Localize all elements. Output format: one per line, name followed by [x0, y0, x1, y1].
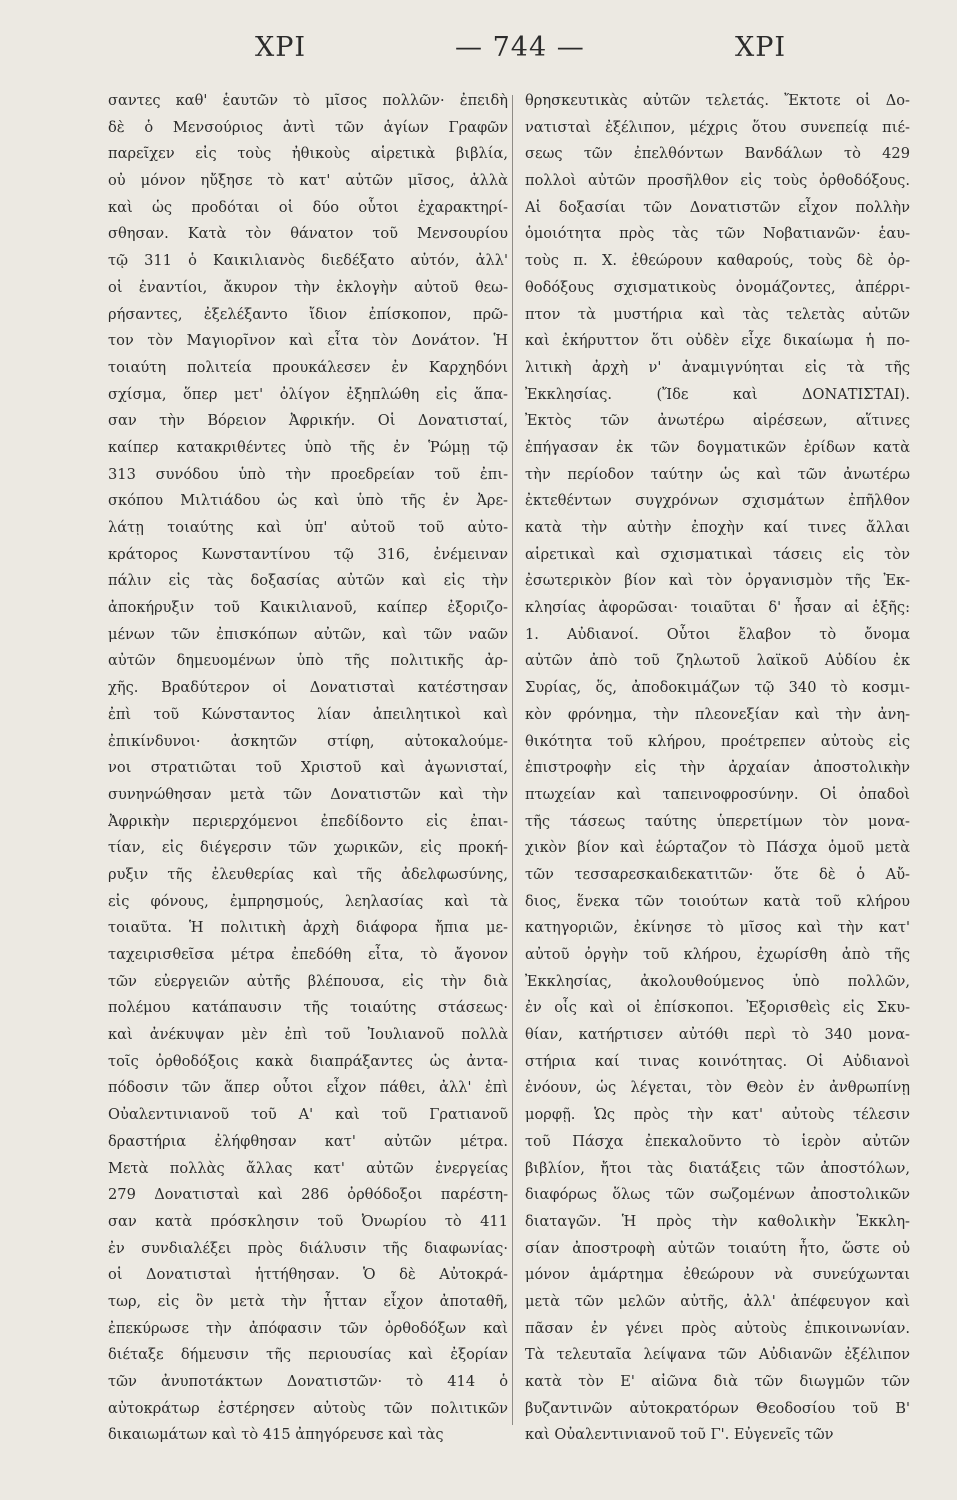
- text-line: καὶ Οὐαλεντινιανοῦ τοῦ Γ'. Εὐγενεῖς τῶν: [525, 1426, 834, 1444]
- text-line: μορφῇ. Ὡς πρὸς τὴν κατ' αὐτοὺς τέλεσιν: [525, 1106, 910, 1124]
- text-line: μετὰ τῶν μελῶν αὐτῆς, ἀλλ' ἀπέφευγον καὶ: [525, 1292, 910, 1310]
- text-line: τοὺς π. Χ. ἐθεώρουν καθαρούς, τοὺς δὲ ὀρ-: [525, 252, 910, 270]
- text-line: καὶ ἐκήρυττον ὅτι οὐδὲν εἶχε δικαίωμα ἡ πο-: [525, 332, 910, 350]
- text-line: διέταξε δήμευσιν τῆς περιουσίας καὶ ἐξορίαν: [108, 1346, 508, 1364]
- text-line: λάτῃ τοιαύτης καὶ ὑπ' αὐτοῦ τοῦ αὐτο-: [108, 519, 508, 536]
- text-line: τοιαύτη πολιτεία προυκάλεσεν ἐν Καρχηδόνι: [108, 358, 508, 376]
- text-line: σίαν ἀποστροφὴ αὐτῶν τοιαύτη ἦτο, ὥστε οὐ: [525, 1239, 910, 1257]
- text-line: νοι στρατιῶται τοῦ Χριστοῦ καὶ ἀγωνισταί,: [108, 759, 508, 777]
- text-line: πολλοὶ αὐτῶν προσῆλθον εἰς τοὺς ὀρθοδόξους.: [525, 172, 910, 190]
- text-line: κατὰ τὸν Ε' αἰῶνα διὰ τῶν διωγμῶν τῶν: [525, 1373, 910, 1390]
- text-line: τίαν, εἰς διέγερσιν τῶν χωρικῶν, εἰς προκή-: [108, 839, 508, 857]
- text-line: βιβλίον, ἤτοι τὰς διατάξεις τῶν ἀποστόλων,: [525, 1159, 910, 1177]
- text-line: καὶ ὡς προδόται οἱ δύο οὗτοι ἐχαρακτηρί-: [108, 198, 508, 216]
- text-line: μόνον ἁμάρτημα ἐθεώρουν νὰ συνεύχωνται: [525, 1266, 910, 1284]
- text-line: χικὸν βίον καὶ ἑώρταζον τὸ Πάσχα ὁμοῦ μετὰ: [525, 839, 910, 857]
- text-line: καὶ ἀνέκυψαν μὲν ἐπὶ τοῦ Ἰουλιανοῦ πολλὰ: [108, 1026, 508, 1044]
- text-line: 313 συνόδου ὑπὸ τὴν προεδρείαν τοῦ ἐπι-: [108, 465, 508, 483]
- text-line: Μετὰ πολλὰς ἄλλας κατ' αὐτῶν ἐνεργείας: [108, 1159, 508, 1177]
- text-line: πολέμου κατάπαυσιν τῆς τοιαύτης στάσεως·: [108, 999, 508, 1017]
- text-line: τῶν τεσσαρεσκαιδεκατιτῶν· ὅτε δὲ ὁ Αὔ-: [525, 865, 910, 883]
- running-header: [0, 32, 957, 72]
- text-line: οἱ ἐναντίοι, ἄκυρον τὴν ἐκλογὴν αὐτοῦ θεω-: [108, 278, 508, 296]
- text-line: τοῦ Πάσχα ἐπεκαλοῦντο τὸ ἱερὸν αὐτῶν: [525, 1132, 910, 1150]
- text-line: πᾶσαν ἐν γένει πρὸς αὐτοὺς ἐπικοινωνίαν.: [525, 1319, 910, 1337]
- text-line: ἐκτεθέντων συγχρόνων σχισμάτων ἐπῆλθον: [525, 492, 910, 510]
- text-line: λιτικὴ ἀρχὴ ν' ἀναμιγνύηται εἰς τὰ τῆς: [525, 358, 910, 376]
- text-line: πτωχείαν καὶ ταπεινοφροσύνην. Οἱ ὀπαδοὶ: [525, 785, 910, 803]
- text-line: μένων τῶν ἐπισκόπων αὐτῶν, καὶ τῶν ναῶν: [108, 625, 508, 643]
- text-line: τοιαῦτα. Ἡ πολιτικὴ ἀρχὴ διάφορα ἤπια με-: [108, 919, 508, 937]
- text-line: τῶν εὐεργειῶν αὐτῆς βλέπουσα, εἰς τὴν διὰ: [108, 972, 508, 990]
- text-line: Ἐκτὸς τῶν ἀνωτέρω αἱρέσεων, αἵτινες: [525, 412, 910, 430]
- text-line: Οὐαλεντινιανοῦ τοῦ Α' καὶ τοῦ Γρατιανοῦ: [108, 1106, 508, 1124]
- text-line: θοδόξους σχισματικοὺς ὀνομάζοντες, ἀπέρρι-: [525, 278, 910, 296]
- text-line: κὸν φρόνημα, τὴν πλεονεξίαν καὶ τὴν ἀνη-: [525, 705, 910, 723]
- text-line: αὐτῶν δημευομένων ὑπὸ τῆς πολιτικῆς ἀρ-: [108, 652, 508, 670]
- text-line: οἱ Δονατισταὶ ἡττήθησαν. Ὁ δὲ Αὐτοκρά-: [108, 1266, 508, 1284]
- text-line: 1. Αὐδιανοί. Οὗτοι ἔλαβον τὸ ὄνομα: [525, 625, 910, 643]
- text-line: κατὰ τὴν αὐτὴν ἐποχὴν καί τινες ἄλλαι: [525, 519, 910, 536]
- text-line: διαταγῶν. Ἡ πρὸς τὴν καθολικὴν Ἐκκλη-: [525, 1212, 910, 1230]
- text-line: ἐπήγασαν ἐκ τῶν δογματικῶν ἐρίδων κατὰ: [525, 438, 910, 456]
- right-text-column: [525, 88, 910, 1449]
- text-line: ἐπιστροφὴν εἰς τὴν ἀρχαίαν ἀποστολικὴν: [525, 759, 910, 777]
- text-line: δὲ ὁ Μενσούριος ἀντὶ τῶν ἁγίων Γραφῶν: [108, 118, 508, 136]
- text-line: παρεῖχεν εἰς τοὺς ἠθικοὺς αἱρετικὰ βιβλία,: [108, 145, 508, 163]
- text-line: δικαιωμάτων καὶ τὸ 415 ἀπηγόρευσε καὶ τὰς: [108, 1426, 444, 1444]
- text-line: συνηνώθησαν μετὰ τῶν Δονατιστῶν καὶ τὴν: [108, 785, 508, 803]
- text-line: δραστήρια ἐλήφθησαν κατ' αὐτῶν μέτρα.: [108, 1132, 508, 1150]
- page-number: — 744 —: [455, 32, 585, 63]
- text-line: τοῖς ὀρθοδόξοις κακὰ διαπράξαντες ὡς ἀντα-: [108, 1052, 508, 1070]
- text-line: τῷ 311 ὁ Καικιλιανὸς διεδέξατο αὐτόν, ἀλλ': [108, 252, 508, 270]
- text-line: σχίσμα, ὅπερ μετ' ὀλίγον ἐξηπλώθη εἰς ἅπα-: [108, 385, 508, 403]
- text-line: Συρίας, ὅς, ἀποδοκιμάζων τῷ 340 τὸ κοσμι-: [525, 679, 910, 697]
- text-line: τὴν περίοδον ταύτην ὡς καὶ τῶν ἀνωτέρω: [525, 465, 910, 483]
- text-line: θικότητα τοῦ κλήρου, προέτρεπεν αὐτοὺς εἰς: [525, 732, 910, 750]
- column-divider: [512, 95, 513, 1425]
- text-line: ἐν οἷς καὶ οἱ ἐπίσκοποι. Ἐξορισθεὶς εἰς Σκυ-: [525, 999, 910, 1017]
- left-text-column: [108, 88, 508, 1449]
- text-line: Αἱ δοξασίαι τῶν Δονατιστῶν εἶχον πολλὴν: [525, 198, 910, 216]
- text-line: νατισταὶ ἐξέλιπον, μέχρις ὅτου συνεπείᾳ πιέ-: [525, 118, 910, 136]
- text-line: ἐπικίνδυνοι· ἀσκητῶν στίφη, αὐτοκαλούμε-: [108, 732, 508, 750]
- text-line: αἱρετικαὶ καὶ σχισματικαὶ τάσεις εἰς τὸν: [525, 545, 910, 563]
- text-line: ἐπὶ τοῦ Κώνσταντος λίαν ἀπειλητικοὶ καὶ: [108, 705, 508, 723]
- text-line: κατηγοριῶν, ἐκίνησε τὸ μῖσος καὶ τὴν κατ': [525, 919, 910, 937]
- text-line: αὐτῶν ἀπὸ τοῦ ζηλωτοῦ λαϊκοῦ Αὐδίου ἐκ: [525, 652, 910, 670]
- text-line: ὁμοιότητα πρὸς τὰς τῶν Νοβατιανῶν· ἑαυ-: [525, 225, 910, 243]
- text-line: σαν κατὰ πρόσκλησιν τοῦ Ὀνωρίου τὸ 411: [108, 1212, 508, 1230]
- text-line: 279 Δονατισταὶ καὶ 286 ὀρθόδοξοι παρέστη-: [108, 1186, 508, 1204]
- text-line: θρησκευτικὰς αὐτῶν τελετάς. Ἔκτοτε οἱ Δο-: [525, 92, 910, 109]
- text-line: βυζαντινῶν αὐτοκρατόρων Θεοδοσίου τοῦ Β': [525, 1399, 910, 1417]
- text-line: ἐπεκύρωσε τὴν ἀπόφασιν τῶν ὀρθοδόξων καὶ: [108, 1319, 508, 1337]
- text-line: αὐτοῦ ὀργὴν τοῦ κλήρου, ἐχωρίσθη ἀπὸ τῆς: [525, 946, 910, 963]
- text-line: διαφόρως ὅλως τῶν σωζομένων ἀποστολικῶν: [525, 1186, 910, 1204]
- text-line: κράτορος Κωνσταντίνου τῷ 316, ἐνέμειναν: [108, 545, 508, 563]
- text-line: τωρ, εἰς ὃν μετὰ τὴν ἧτταν εἶχον ἀποταθῆ,: [108, 1292, 508, 1310]
- text-line: τον τὸν Μαγιορῖνον καὶ εἶτα τὸν Δονάτον. Ἡ: [108, 332, 508, 350]
- text-line: σκόπου Μιλτιάδου ὡς καὶ ὑπὸ τῆς ἐν Ἀρε-: [108, 492, 508, 510]
- text-line: τῶν ἀνυποτάκτων Δονατιστῶν· τὸ 414 ὁ: [108, 1373, 508, 1390]
- text-line: σθησαν. Κατὰ τὸν θάνατον τοῦ Μενσουρίου: [108, 225, 508, 243]
- header-left-word: ΧΡΙ: [255, 32, 307, 63]
- text-line: ρήσαντες, ἐξελέξαντο ἴδιον ἐπίσκοπον, πρῶ-: [108, 305, 508, 323]
- text-line: καίπερ κατακριθέντες ὑπὸ τῆς ἐν Ῥώμῃ τῷ: [108, 438, 508, 456]
- text-line: εἰς φόνους, ἐμπρησμούς, λεηλασίας καὶ τὰ: [108, 892, 508, 910]
- text-line: πόδοσιν τῶν ἅπερ οὗτοι εἶχον πάθει, ἀλλ' ἐπὶ: [108, 1079, 508, 1097]
- text-line: στήρια καί τινας κοινότητας. Οἱ Αὐδιανοὶ: [525, 1052, 910, 1070]
- text-line: Ἐκκλησίας. (Ἴδε καὶ ΔΟΝΑΤΙΣΤΑΙ).: [525, 385, 910, 403]
- header-right-word: ΧΡΙ: [735, 32, 787, 63]
- text-line: Ἀφρικὴν περιερχόμενοι ἐπεδίδοντο εἰς ἐπαι-: [108, 812, 508, 830]
- text-line: διος, ἕνεκα τῶν τοιούτων κατὰ τοῦ κλήρου: [525, 892, 910, 910]
- text-line: τῆς τάσεως ταύτης ὑπερετίμων τὸν μονα-: [525, 812, 910, 830]
- text-line: πτον τὰ μυστήρια καὶ τὰς τελετὰς αὐτῶν: [525, 305, 910, 323]
- text-line: χῆς. Βραδύτερον οἱ Δονατισταὶ κατέστησαν: [108, 679, 508, 697]
- text-line: θίαν, κατήρτισεν αὐτόθι περὶ τὸ 340 μονα-: [525, 1026, 910, 1044]
- text-line: οὐ μόνον ηὔξησε τὸ κατ' αὐτῶν μῖσος, ἀλλὰ: [108, 172, 508, 190]
- text-line: Ἐκκλησίας, ἀκολουθούμενος ὑπὸ πολλῶν,: [525, 972, 910, 990]
- text-line: ρυξιν τῆς ἐλευθερίας καὶ τῆς ἀδελφωσύνης,: [108, 865, 508, 883]
- text-line: Τὰ τελευταῖα λείψανα τῶν Αὐδιανῶν ἐξέλιπον: [525, 1346, 910, 1364]
- text-line: ταχειρισθεῖσα μέτρα ἐπεδόθη εἶτα, τὸ ἄγονον: [108, 946, 508, 963]
- text-line: σαντες καθ' ἑαυτῶν τὸ μῖσος πολλῶν· ἐπειδὴ: [108, 92, 508, 109]
- text-line: αὐτοκράτωρ ἐστέρησεν αὐτοὺς τῶν πολιτικῶν: [108, 1399, 508, 1417]
- text-line: πάλιν εἰς τὰς δοξασίας αὐτῶν καὶ εἰς τὴν: [108, 572, 508, 590]
- text-line: σεως τῶν ἐπελθόντων Βανδάλων τὸ 429: [525, 145, 910, 163]
- text-line: σαν τὴν Βόρειον Ἀφρικήν. Οἱ Δονατισταί,: [108, 412, 508, 430]
- text-line: ἀποκήρυξιν τοῦ Καικιλιανοῦ, καίπερ ἐξοριζο-: [108, 599, 508, 617]
- text-line: ἐσωτερικὸν βίον καὶ τὸν ὀργανισμὸν τῆς Ἐκ-: [525, 572, 910, 590]
- text-line: κλησίας ἀφορῶσαι· τοιαῦται δ' ἦσαν αἱ ἑξῆς:: [525, 599, 910, 617]
- text-line: ἐν συνδιαλέξει πρὸς διάλυσιν τῆς διαφωνίας·: [108, 1239, 508, 1257]
- text-line: ἐνόουν, ὡς λέγεται, τὸν Θεὸν ἐν ἀνθρωπίνῃ: [525, 1079, 910, 1097]
